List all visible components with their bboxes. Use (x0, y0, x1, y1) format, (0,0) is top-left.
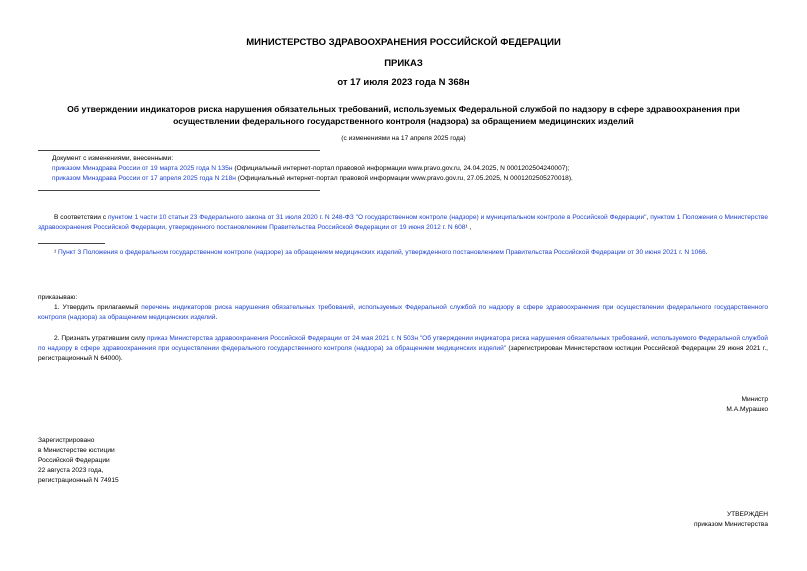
doc-date-number: от 17 июля 2023 года N 368н (337, 77, 470, 88)
doc-title-line2: осуществлении федерального государственного контроля (надзора) за обращением медицинских изделий (173, 116, 634, 126)
change-link-1[interactable]: приказом Минздрава России от 19 марта 2025 года N 135н (52, 165, 233, 172)
order-point-1-link[interactable]: перечень индикаторов риска нарушения обязательных требований, используемых Федеральной службой по надзору в сфере здравоохранения при осуществлении федерального государственного контроля (надзора) за обращением медицинских изделий (38, 304, 769, 321)
divider-bottom (38, 190, 320, 191)
registration-line: 22 августа 2023 года, (38, 467, 104, 474)
order-point-2-link[interactable]: приказ Министерства здравоохранения Российской Федерации от 24 мая 2021 г. N 503н "Об утверждении индикатора риска нарушения обязательных требований, используемого Федеральной службой по надзору в сфере здравоохранения при осуществлении федерального государственного контроля (надзора) за обращением медицинских изделий" (38, 335, 768, 352)
footnote-end: . (705, 249, 708, 256)
preamble-text-4: ¹ , (465, 224, 472, 231)
footnote-divider (38, 243, 105, 244)
ministry-title: МИНИСТЕРСТВО ЗДРАВООХРАНЕНИЯ РОССИЙСКОЙ ФЕДЕРАЦИИ (246, 37, 561, 48)
order-point-1-end: . (215, 314, 218, 321)
order-point-1 (38, 303, 768, 323)
doc-title-line1: Об утверждении индикаторов риска нарушения обязательных требований, используемых Федеральной службой по надзору в сфере здравоохранения при (67, 104, 740, 114)
signature-block (726, 395, 768, 415)
registration-block (38, 436, 119, 486)
preamble-point-link[interactable]: пунктом 1 (650, 214, 681, 221)
approval-block (694, 510, 768, 530)
registration-line: в Министерстве юстиции (38, 447, 115, 454)
signature-name: М.А.Мурашко (726, 406, 768, 413)
preamble-text-1: В соответствии с (54, 214, 108, 221)
change-link-2[interactable]: приказом Минздрава России от 17 апреля 2025 года N 218н (52, 175, 236, 182)
registration-line: Зарегистрировано (38, 437, 95, 444)
divider-top (38, 150, 320, 151)
order-point-2 (38, 334, 768, 364)
preamble-regulation-link[interactable]: Положения о Министерстве здравоохранения Российской Федерации, утвержденного постановлением Правительства Российской Федерации от 19 июня 2012 г. N 608 (38, 214, 769, 231)
approval-by: приказом Министерства (693, 521, 768, 528)
preamble-law-link[interactable]: пунктом 1 части 10 статьи 23 Федерального закона от 31 июля 2020 г. N 248-ФЗ "О государственном контроле (надзоре) и муниципальном контроле в Российской Федерации" (107, 214, 647, 221)
order-verb: приказываю: (38, 294, 78, 301)
signature-position: Министр (741, 396, 768, 403)
registration-line: регистрационный N 74915 (38, 477, 119, 484)
order-point-2-end: (зарегистрирован Министерством юстиции Российской Федерации 29 июня 2021 г., регистрационный N 64000). (38, 345, 769, 362)
changes-block (52, 154, 792, 184)
preamble-text-2: , (646, 214, 651, 221)
approval-title: УТВЕРЖДЕН (726, 511, 768, 518)
changes-intro: Документ с изменениями, внесенными: (52, 155, 174, 162)
order-point-2-text: 2. Признать утратившим силу (54, 335, 147, 342)
preamble-paragraph (38, 213, 768, 233)
registration-line: Российской Федерации (38, 457, 110, 464)
amend-note: (с изменениями на 17 апреля 2025 года) (341, 135, 466, 142)
change-item-1 (52, 164, 792, 174)
change-text-2: (Официальный интернет-портал правовой информации www.pravo.gov.ru, 27.05.2025, N 0001202505270018). (235, 175, 573, 182)
doc-type: ПРИКАЗ (384, 58, 423, 69)
footnote-link[interactable]: Пункт 3 Положения о федеральном государственном контроле (надзоре) за обращением медицинских изделий, утвержденного постановлением Правительства Российской Федерации от 30 июня 2021 г. N 1066 (56, 249, 706, 256)
change-item-2 (52, 174, 792, 184)
order-point-1-text: 1. Утвердить прилагаемый (54, 304, 142, 311)
footnote-mark: ¹ (54, 249, 57, 256)
change-text-1: (Официальный интернет-портал правовой информации www.pravo.gov.ru, 24.04.2025, N 0001202504240007); (232, 165, 570, 172)
footnote (54, 248, 794, 258)
